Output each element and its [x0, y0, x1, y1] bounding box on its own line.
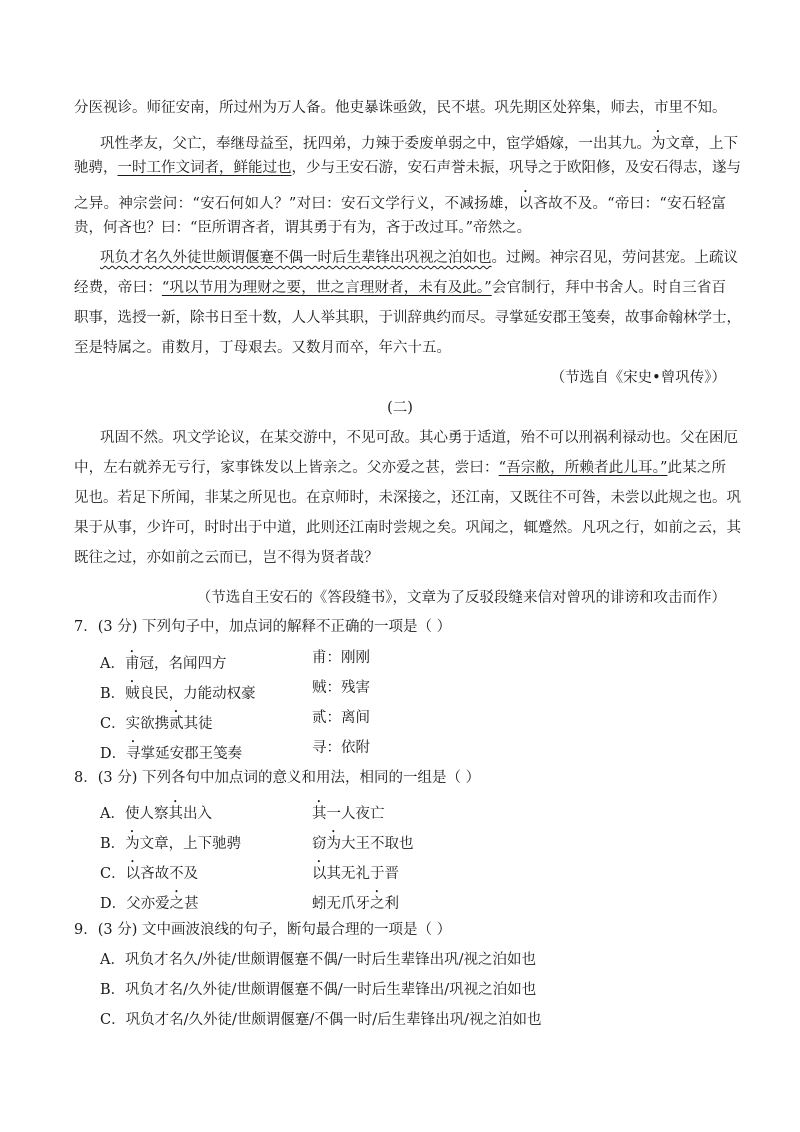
question-8-option-c-right: 以其无礼于晋: [312, 866, 399, 882]
passage1-p2-line2: 驰骋，一时工作文词者，鲜能过也，少与王安石游，安石声誉未振，巩导之于欧阳修，及安石得志，遂与: [74, 160, 741, 176]
question-7-option-b[interactable]: B．贼良民，力能动权豪: [100, 686, 256, 702]
passage1-line1: 分医视诊。师征安南，所过州为万人备。他吏暴诛亟敛，民不堪。巩先期区处猝集，师去，市里不知。: [74, 100, 727, 116]
passage2-line4: 果于从事，少许可，时时出于中道，此则还江南时尝规之矣。巩闻之，辄蹙然。凡巩之行，如前之云，其: [74, 520, 741, 536]
passage1-p3-line4: 至是特属之。甫数月，丁母艰去。又数月而卒，年六十五。: [74, 340, 451, 356]
wavy-underlined-sentence: 巩负才名久外徒世颇谓偃蹇不偶一时后生辈锋出巩视之泊如也: [100, 250, 492, 266]
passage2-line3: 见也。若足下所闻，非某之所见也。在京师时，未深接之，还江南，又既往不可咎，未尝以此规之也。巩: [74, 490, 741, 506]
underlined-sentence-1: 一时工作文词者，鲜能过也: [117, 160, 292, 176]
passage2-line5: 既往之过，亦如前之云而已，岂不得为贤者哉？: [74, 550, 379, 566]
passage1-source: （节选自《宋史•曾巩传》）: [550, 370, 726, 386]
question-7-gloss-a: 甫：刚刚: [312, 650, 370, 666]
question-7-option-a[interactable]: A．甫冠，名闻四方: [100, 656, 227, 672]
question-7-gloss-b: 贼：残害: [312, 680, 370, 696]
passage1-p2-line3: 之异。神宗尝问：“安石何如人？”对曰：安石文学行义，不减扬雄，以吝故不及。“帝曰：“安石轻富: [74, 196, 726, 212]
question-9-option-b[interactable]: B．巩负才名/久外徒/世颇谓偃蹇不偶/一时后生辈锋出/巩视之泊如也: [100, 982, 537, 998]
passage1-p2-line1: 巩性孝友，父亡，奉继母益至，抚四弟，力辣于委废单弱之中，宦学婚嫁，一出其九。为文章，上下: [100, 136, 738, 152]
question-7-option-d[interactable]: D．寻掌延安郡王笺奏: [100, 746, 243, 762]
question-7-stem: 7．(3 分) 下列句子中，加点词的解释不正确的一项是（ ）: [74, 619, 452, 635]
question-7-option-c[interactable]: C．实欲携贰其徒: [100, 716, 213, 732]
question-7-gloss-c: 贰：离间: [312, 710, 370, 726]
question-9-option-c[interactable]: C．巩负才名/久外徒/世颇谓偃蹇/不偶一时/后生辈锋出巩/视之泊如也: [100, 1012, 542, 1028]
question-8-option-a-right: 其一人夜亡: [312, 806, 385, 822]
passage2-source: （节选自王安石的《答段缝书》，文章为了反驳段缝来信对曾巩的诽谤和攻击而作）: [196, 590, 726, 606]
emphasis-dot-wei: 为: [651, 136, 666, 152]
question-7-gloss-d: 寻：依附: [312, 740, 370, 756]
passage2-heading: (二): [387, 400, 413, 416]
question-8-option-a[interactable]: A．使人察其出入: [100, 806, 212, 822]
passage2-line2: 中，左右就养无亏行，家事铢发以上皆亲之。父亦爱之甚，尝曰：“吾宗敝，所赖者此儿耳。”此某之所: [74, 460, 727, 476]
passage1-p2-line4: 贵，何吝也？曰：“臣所谓吝者，谓其勇于有为，吝于改过耳。”帝然之。: [74, 220, 532, 236]
question-9-stem: 9．(3 分) 文中画波浪线的句子，断句最合理的一项是（ ）: [74, 922, 452, 938]
passage1-p3-line3: 职事，选授一新，除书日至十数，人人举其职，于训辞典约而尽。寻掌延安郡王笺奏，故事命翰林学士，: [74, 310, 741, 326]
question-8-option-d[interactable]: D．父亦爱之甚: [100, 896, 199, 912]
question-8-stem: 8．(3 分) 下列各句中加点词的意义和用法，相同的一组是（ ）: [74, 770, 481, 786]
emphasis-dot-yi: 以: [518, 196, 534, 212]
passage1-p3-line2: 经费，帝曰：“巩以节用为理财之要，世之言理财者，未有及此。”会官制行，拜中书舍人。时自三省百: [74, 280, 727, 296]
passage1-p3-line1: 巩负才名久外徒世颇谓偃蹇不偶一时后生辈锋出巩视之泊如也。过阙。神宗召见，劳问甚宠。上疏议: [100, 250, 738, 266]
question-8-option-b[interactable]: B．为文章，上下驰骋: [100, 836, 242, 852]
question-8-option-b-right: 窃为大王不取也: [312, 836, 414, 852]
question-8-option-d-right: 蚓无爪牙之利: [312, 896, 399, 912]
underlined-sentence-3: “吾宗敝，所赖者此儿耳。”: [498, 460, 668, 476]
question-8-option-c[interactable]: C．以吝故不及: [100, 866, 199, 882]
passage2-line1: 巩固不然。巩文学论议，在某交游中，不见可敌。其心勇于适道，殆不可以刑祸利禄动也。父在困厄: [100, 430, 738, 446]
question-9-option-a[interactable]: A．巩负才名久/外徒/世颇谓偃蹇不偶/一时后生辈锋出巩/视之泊如也: [100, 952, 537, 968]
underlined-sentence-2: “巩以节用为理财之要，世之言理财者，未有及此。”: [161, 280, 492, 296]
